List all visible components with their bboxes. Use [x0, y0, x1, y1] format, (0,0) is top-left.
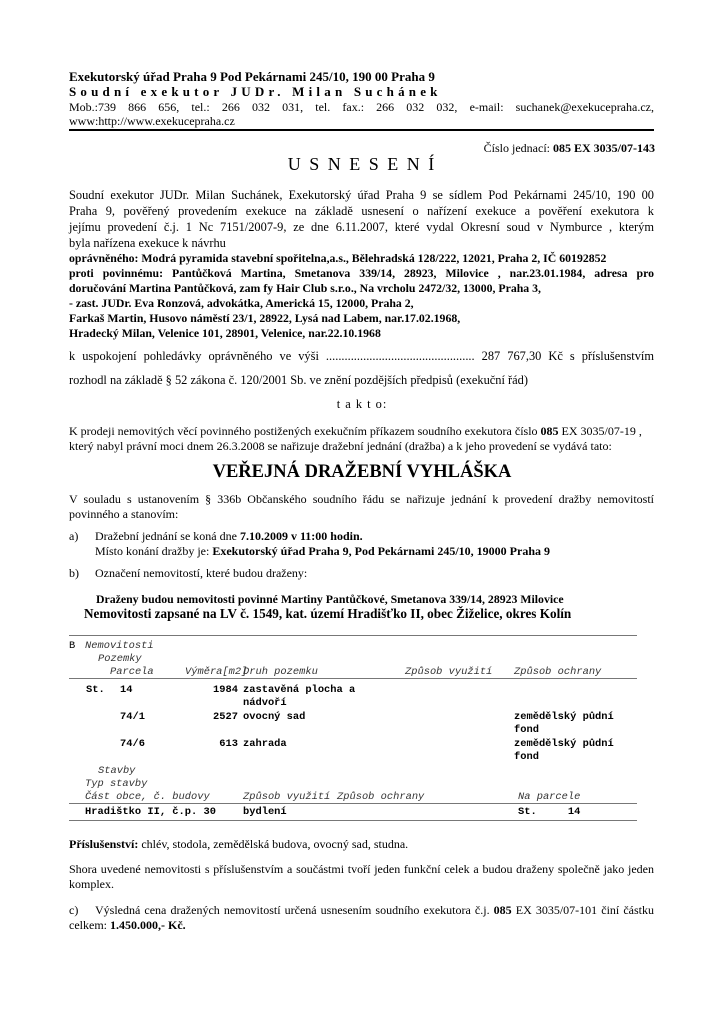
document-title: U S N E S E N Í — [287, 154, 437, 174]
co-debtor-2-line: Hradecký Milan, Velenice 101, 28901, Velenice, nar.22.10.1968 — [69, 326, 381, 340]
accessories-text: chlév, stodola, zemědělská budova, ovocný sad, studna. — [138, 837, 409, 851]
accessories-label: Příslušenství: — [69, 837, 139, 851]
auction-date-label: Dražební jednání se koná dne — [95, 529, 240, 543]
case-number-value: 085 EX 3035/07-143 — [553, 141, 655, 155]
intro-line-1: Soudní exekutor JUDr. Milan Suchánek, Exekutorský úřad Praha 9 se sídlem Pod Pekárnami 245/10, 190 00 — [69, 188, 654, 202]
auction-place-value: Exekutorský úřad Praha 9, Pod Pekárnami 245/10, 19000 Praha 9 — [212, 544, 550, 558]
table-top-rule — [69, 635, 637, 636]
accordance-line-2: povinného a stanovím: — [69, 507, 179, 521]
building-type-title: Typ stavby — [85, 778, 148, 790]
building-use: bydlení — [243, 806, 287, 818]
header-usage: Způsob využití — [405, 666, 493, 678]
item-c-line-2 — [69, 918, 186, 933]
building-parcel: St. 14 — [518, 806, 581, 818]
intro-line-4: byla nařízena exekuce k návrhu — [69, 236, 226, 250]
sale-order-bold: 085 — [540, 424, 559, 438]
property-owner-line: Draženy budou nemovitosti povinné Martiny Pantůčkové, Smetanova 339/14, 28923 Milovice — [96, 592, 564, 606]
row1-type-2: nádvoří — [243, 697, 287, 709]
row3-protection-1: zemědělský půdní — [514, 738, 614, 750]
header-parcel: Parcela — [110, 666, 154, 678]
item-a-line-2 — [95, 544, 550, 559]
building-part: Hradištko II, č.p. 30 — [85, 806, 216, 818]
total-label: celkem: — [69, 918, 110, 932]
sale-order-line-1 — [69, 424, 642, 439]
section-b-label: B — [69, 640, 76, 652]
header-area: Výměra[m2] — [185, 666, 248, 678]
total-price-value: 1.450.000,- Kč. — [109, 918, 186, 932]
auction-place-label: Místo konání dražby je: — [95, 544, 213, 558]
item-c-line-1 — [95, 903, 654, 918]
row2-protection-1: zemědělský půdní — [514, 711, 614, 723]
creditor-line: oprávněného: Modrá pyramida stavební spořitelna,a.s., Bělehradská 128/222, 12021, Praha 2, IČ 60192852 — [69, 251, 607, 265]
row1-parcel: 14 — [120, 684, 133, 696]
complex-line-2: komplex. — [69, 877, 114, 891]
complex-line-1: Shora uvedené nemovitosti s příslušenstvím a součástmi tvoří jeden funkční celek a budou draženy společně jako jeden — [69, 862, 654, 876]
price-text: Výsledná cena dražených nemovitostí určená usnesením soudního exekutora č.j. — [95, 903, 494, 917]
row1-area: 1984 — [213, 684, 238, 696]
row2-type: ovocný sad — [243, 711, 306, 723]
takto-line: t a k t o: — [336, 397, 388, 411]
row3-type: zahrada — [243, 738, 287, 750]
auction-title: VEŘEJNÁ DRAŽEBNÍ VYHLÁŠKA — [212, 462, 512, 482]
accordance-line-1: V souladu s ustanovením § 336b Občanského soudního řádu se nařizuje jednání k provedení dražby nemovitostí — [69, 492, 654, 506]
contact-line: Mob.:739 866 656, tel.: 266 032 031, tel. fax.: 266 032 032, e-mail: suchanek@exekucepraha.cz, — [69, 100, 654, 114]
header-building-parcel: Na parcele — [518, 791, 581, 803]
item-b-marker: b) — [69, 566, 79, 580]
claim-line: k uspokojení pohledávky oprávněného ve výši ................................................ 287 767,30 Kč s příslušenstvím — [69, 349, 654, 363]
accessories-line — [69, 837, 408, 852]
item-a-line-1 — [95, 529, 363, 544]
decision-line: rozhodl na základě § 52 zákona č. 120/2001 Sb. ve znění pozdějších předpisů (exekuční řád) — [69, 373, 528, 387]
row1-prefix: St. — [86, 684, 105, 696]
header-building-part: Část obce, č. budovy — [85, 791, 210, 803]
row2-protection-2: fond — [514, 724, 539, 736]
section-title: Nemovitosti — [85, 640, 154, 652]
row2-parcel: 74/1 — [120, 711, 145, 723]
attorney-line: - zast. JUDr. Eva Ronzová, advokátka, Americká 15, 12000, Praha 2, — [69, 296, 414, 310]
row2-area: 2527 — [213, 711, 238, 723]
case-number-label: Číslo jednací: — [483, 141, 550, 155]
intro-line-3: jejímu provedení č.j. 1 Nc 7151/2007-9, ze dne 6.11.2007, které vydal Okresní soud v Nymburce , kterým — [69, 220, 654, 234]
table-bottom-rule — [69, 820, 637, 821]
executor-heading: Soudní exekutor JUDr. Milan Suchánek — [69, 84, 442, 99]
header-building-protection: Způsob ochrany — [337, 791, 425, 803]
building-header-rule — [69, 803, 637, 804]
header-land-type: Druh pozemku — [243, 666, 318, 678]
sale-order-text-post: EX 3035/07-19 , — [558, 424, 642, 438]
item-c-marker: c) — [69, 903, 79, 917]
property-lv-line: Nemovitosti zapsané na LV č. 1549, kat. území Hradišťko II, obec Žiželice, okres Kolín — [84, 606, 572, 621]
website-line: www:http://www.exekucepraha.cz — [69, 114, 235, 128]
header-building-use: Způsob využití — [243, 791, 331, 803]
delivery-address-line: doručování Martina Pantůčková, zam fy Hair Club s.r.o., Na vrcholu 2472/32, 13000, Praha 3, — [69, 281, 541, 295]
sale-order-text: K prodeji nemovitých věcí povinného postižených exekučním příkazem soudního exekutora číslo — [69, 424, 541, 438]
row1-type-1: zastavěná plocha a — [243, 684, 356, 696]
header-protection: Způsob ochrany — [514, 666, 602, 678]
row3-protection-2: fond — [514, 751, 539, 763]
buildings-title: Stavby — [98, 765, 136, 777]
item-a-marker: a) — [69, 529, 79, 543]
price-text-post: EX 3035/07-101 činí částku — [511, 903, 654, 917]
intro-line-2: Praha 9, pověřený provedením exekuce na základě usnesení o nařízení exekuce a pověření exekutora k — [69, 204, 654, 218]
land-title: Pozemky — [98, 653, 142, 665]
row3-area: 613 — [219, 738, 238, 750]
price-ref-bold: 085 — [493, 903, 512, 917]
office-heading: Exekutorský úřad Praha 9 Pod Pekárnami 245/10, 190 00 Praha 9 — [69, 69, 435, 84]
header-divider — [69, 129, 654, 131]
co-debtor-1-line: Farkaš Martin, Husovo náměstí 23/1, 28922, Lysá nad Labem, nar.17.02.1968, — [69, 311, 461, 325]
sale-order-line-2: který nabyl právní moci dnem 26.3.2008 se nařizuje dražební jednání (dražba) a k jeho provedení se vydává tato: — [69, 439, 612, 453]
land-header-rule — [69, 678, 637, 679]
item-b-text: Označení nemovitostí, které budou draženy: — [95, 566, 308, 580]
debtor-line: proti povinnému: Pantůčková Martina, Smetanova 339/14, 28923, Milovice , nar.23.01.1984, adresa pro — [69, 266, 654, 280]
auction-date-value: 7.10.2009 v 11:00 hodin. — [239, 529, 363, 543]
row3-parcel: 74/6 — [120, 738, 145, 750]
